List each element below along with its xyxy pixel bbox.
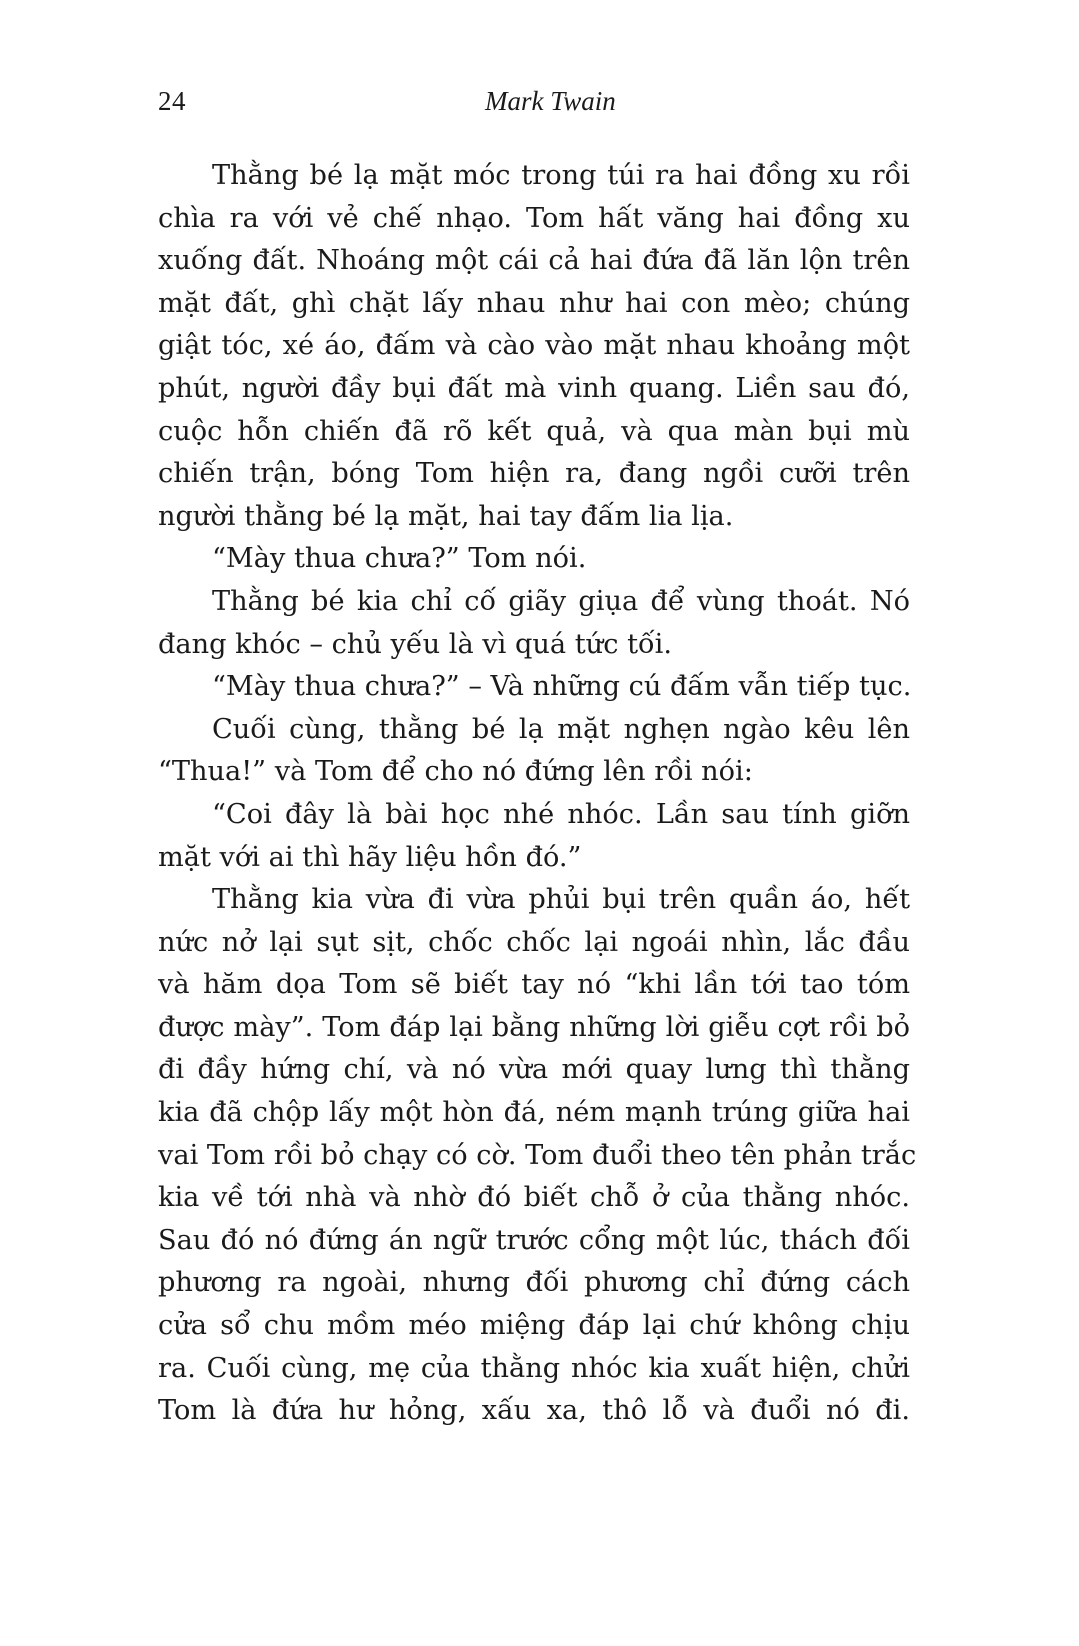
text-line: người thằng bé lạ mặt, hai tay đấm lia lịa. (158, 500, 734, 532)
page-number: 24 (158, 86, 186, 116)
text-line: “Mày thua chưa?” Tom nói. (212, 543, 587, 575)
text-line: cuộc hỗn chiến đã rõ kết quả, và qua màn bụi mù (158, 415, 910, 447)
text-line: “Thua!” và Tom để cho nó đứng lên rồi nói: (158, 756, 753, 788)
running-head-author: Mark Twain (485, 86, 616, 116)
text-line: và hăm dọa Tom sẽ biết tay nó “khi lần tới tao tóm (158, 969, 910, 1001)
text-line: cửa sổ chu mồm méo miệng đáp lại chứ không chịu (158, 1310, 910, 1342)
text-line: Thằng bé lạ mặt móc trong túi ra hai đồng xu rồi (212, 160, 910, 191)
text-line: nức nở lại sụt sịt, chốc chốc lại ngoái nhìn, lắc đầu (158, 926, 910, 958)
running-header (158, 86, 910, 122)
text-line: giật tóc, xé áo, đấm và cào vào mặt nhau khoảng một (158, 330, 910, 362)
text-line: kia đã chộp lấy một hòn đá, ném mạnh trúng giữa hai (158, 1097, 910, 1129)
text-line: ra. Cuối cùng, mẹ của thằng nhóc kia xuất hiện, chửi (158, 1352, 910, 1384)
text-line: Tom là đứa hư hỏng, xấu xa, thô lỗ và đuổi nó đi. (158, 1395, 910, 1427)
text-line: đi đầy hứng chí, và nó vừa mới quay lưng thì thằng (158, 1054, 910, 1086)
text-line: Thằng bé kia chỉ cố giãy giụa để vùng thoát. Nó (212, 585, 910, 617)
text-line: Thằng kia vừa đi vừa phủi bụi trên quần áo, hết (212, 884, 910, 916)
text-line: được mày”. Tom đáp lại bằng những lời giễu cợt rồi bỏ (158, 1011, 910, 1043)
text-line: mặt với ai thì hãy liệu hồn đó.” (158, 841, 582, 873)
text-line: chìa ra với vẻ chế nhạo. Tom hất văng hai đồng xu (158, 202, 910, 234)
text-line: Sau đó nó đứng án ngữ trước cổng một lúc, thách đối (158, 1224, 910, 1256)
text-line: xuống đất. Nhoáng một cái cả hai đứa đã lăn lộn trên (158, 245, 910, 277)
text-line: Cuối cùng, thằng bé lạ mặt nghẹn ngào kêu lên (212, 713, 910, 745)
text-line: vai Tom rồi bỏ chạy có cờ. Tom đuổi theo tên phản trắc (158, 1139, 917, 1171)
body-text (158, 155, 917, 1433)
text-line: kia về tới nhà và nhờ đó biết chỗ ở của thằng nhóc. (158, 1182, 910, 1214)
text-line: “Coi đây là bài học nhé nhóc. Lần sau tính giỡn (212, 798, 910, 830)
text-line: “Mày thua chưa?” – Và những cú đấm vẫn tiếp tục. (212, 671, 912, 703)
text-line: phút, người đầy bụi đất mà vinh quang. Liền sau đó, (158, 372, 910, 404)
text-line: mặt đất, ghì chặt lấy nhau như hai con mèo; chúng (158, 287, 910, 319)
text-line: phương ra ngoài, nhưng đối phương chỉ đứng cách (158, 1267, 910, 1299)
text-line: chiến trận, bóng Tom hiện ra, đang ngồi cưỡi trên (158, 458, 910, 490)
text-line: đang khóc – chủ yếu là vì quá tức tối. (158, 628, 672, 660)
